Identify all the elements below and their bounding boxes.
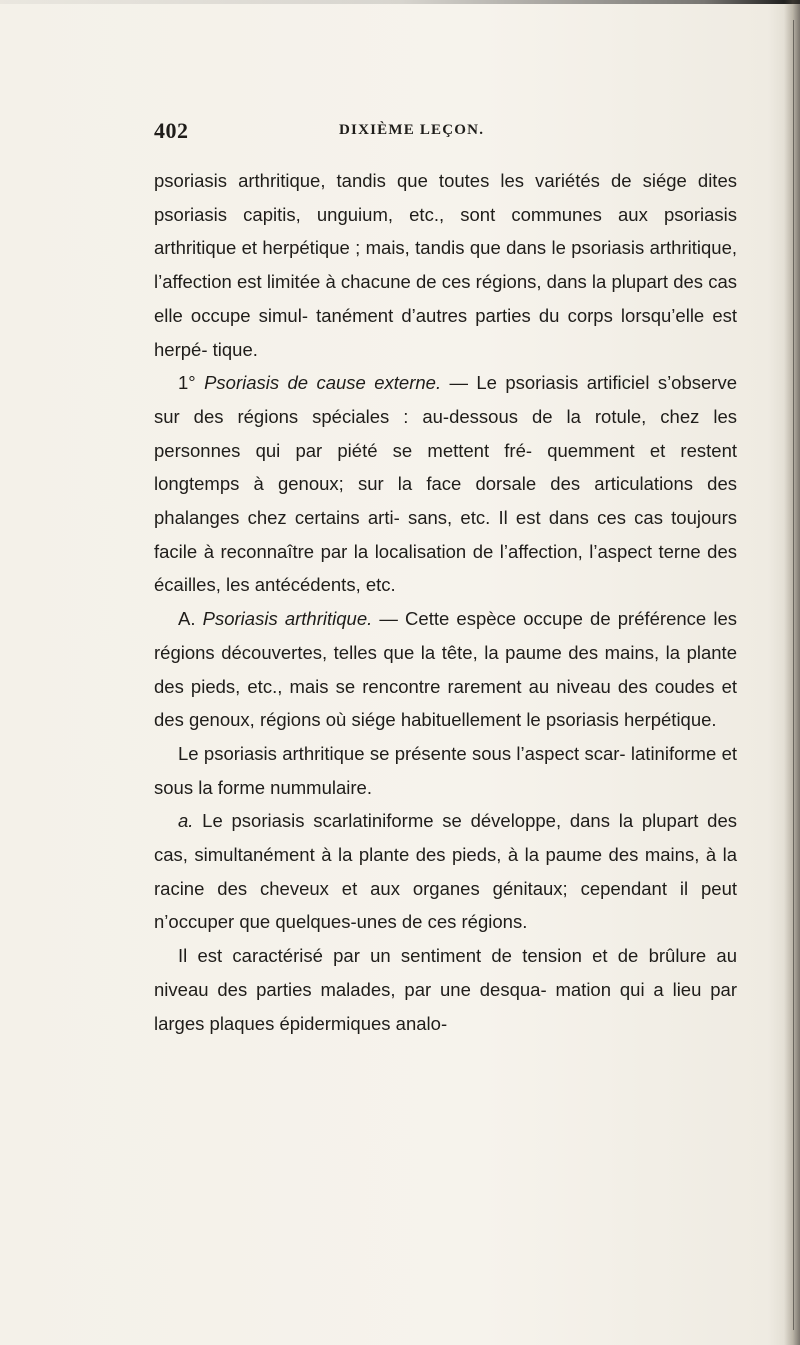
page-header (154, 118, 714, 148)
paragraph-3 (154, 602, 737, 737)
paragraph-1: psoriasis arthritique, tandis que toutes les variétés de siége dites psoriasis capitis, unguium, etc., sont communes aux psoriasis arthritique et herpétique ; mais, tandis que dans le psoriasis arthritique, l’affection est limitée à chacune de ces régions, dans la plupart des cas elle occupe simul- tanément d’autres parties du corps lorsqu’elle est herpé- tique. (154, 170, 737, 360)
paragraph-5 (154, 804, 737, 939)
body-text (154, 164, 737, 1040)
section-heading-cause-externe: Psoriasis de cause externe. (204, 372, 442, 394)
paragraph-4: Le psoriasis arthritique se présente sous l’aspect scar- latiniforme et sous la forme nummulaire. (154, 742, 737, 798)
paragraph-6: Il est caractérisé par un sentiment de tension et de brûlure au niveau des parties malades, par une desqua- mation qui a lieu par larges plaques épidermiques analo- (154, 945, 737, 1034)
page-edge-shadow (784, 0, 800, 1345)
section-heading-arthritique: Psoriasis arthritique. (202, 608, 373, 630)
paragraph-3-text: — Cette espèce occupe de préférence les régions découvertes, telles que la tête, la paume des mains, la plante des pieds, etc., mais se rencontre rarement au niveau des coudes et des genoux, régions où siége habituellement le psoriasis herpétique. (154, 608, 738, 731)
paragraph-5-text: Le psoriasis scarlatiniforme se développe, dans la plupart des cas, simultanément à la plante des pieds, à la paume des mains, à la racine des cheveux et aux organes génitaux; cependant il peut n’occuper que quelques-unes de ces régions. (154, 810, 737, 933)
page-edge-line (793, 20, 794, 1330)
paragraph-2-text: — Le psoriasis artificiel s’observe sur des régions spéciales : au-dessous de la rotule, chez les personnes qui par piété se mettent fré- quemment et restent longtemps à genoux; sur la face dorsale des articulations des phalanges chez certains arti- sans, etc. Il est dans ces cas toujours facile à reconnaître par la localisation de l’affection, l’aspect terne des écailles, les antécédents, etc. (154, 372, 737, 596)
paragraph-2-lead: 1° (178, 372, 205, 394)
paragraph-5-marker: a. (178, 810, 194, 832)
paragraph-2 (154, 366, 737, 602)
running-head: DIXIÈME LEÇON. (339, 122, 485, 138)
top-edge-rule (0, 0, 800, 4)
paragraph-3-lead: A. (178, 608, 203, 630)
page-number: 402 (154, 118, 189, 143)
